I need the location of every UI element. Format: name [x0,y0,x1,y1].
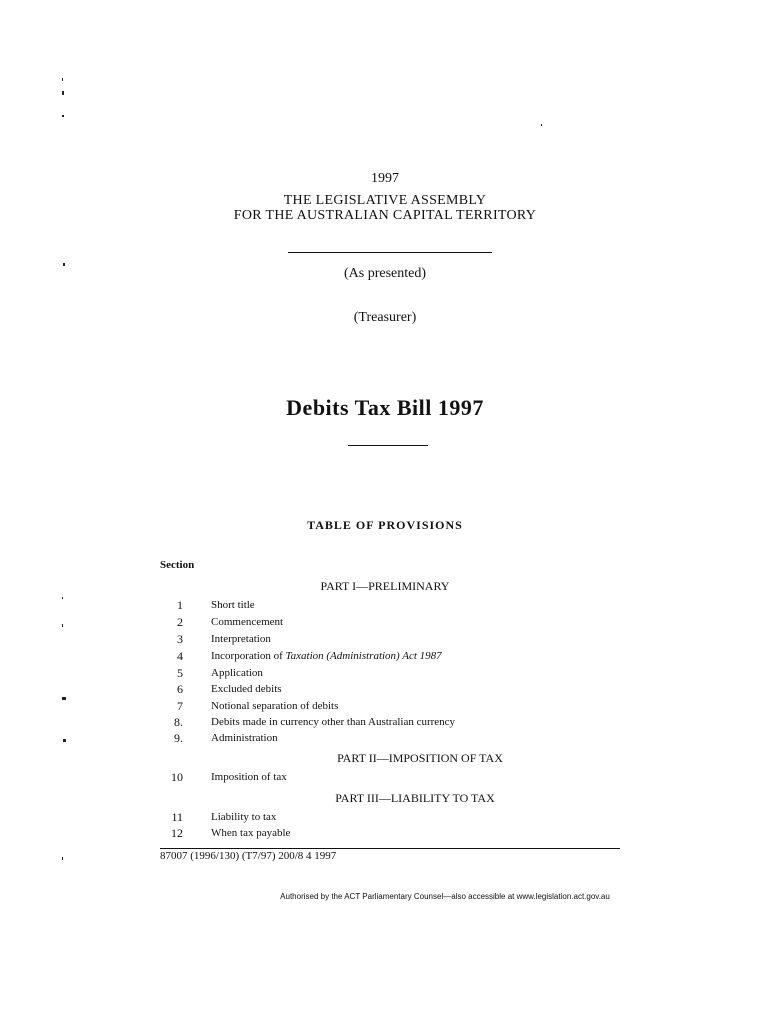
provision-number: 12 [171,826,183,840]
provision-title: Notional separation of debits [211,700,339,712]
scan-speck [62,91,64,95]
part-heading: PART II—IMPOSITION OF TAX [337,751,503,765]
scan-speck [62,624,63,627]
provision-number: 2 [177,615,183,629]
provision-number: 11 [171,810,183,824]
sponsor-note: (Treasurer) [353,310,417,325]
provision-title: Short title [211,599,255,611]
provision-title: Application [211,667,263,679]
provision-title: When tax payable [211,827,291,839]
authorisation-note: Authorised by the ACT Parliamentary Counsel—also accessible at www.legislation.act.gov.au [280,892,610,901]
scan-speck [62,857,63,860]
provision-number: 5 [177,666,183,680]
title-rule [348,445,428,446]
provision-number: 9. [174,731,183,745]
bill-title: Debits Tax Bill 1997 [286,395,484,420]
assembly-name [0,193,770,223]
document-code: 87007 (1996/130) (T7/97) 200/8 4 1997 [160,850,337,862]
scan-speck [62,115,64,117]
provision-number: 10 [171,770,183,784]
provision-number: 8. [174,715,183,729]
scan-speck [62,78,63,81]
footer-rule [160,848,620,849]
header-rule [288,252,492,253]
provision-number: 1 [177,598,183,612]
part-heading: PART I—PRELIMINARY [320,579,450,593]
part-heading: PART III—LIABILITY TO TAX [335,791,495,805]
assembly-line-2: FOR THE AUSTRALIAN CAPITAL TERRITORY [233,208,537,223]
provision-number: 6 [177,682,183,696]
provision-title: Debits made in currency other than Australian currency [211,716,456,728]
provision-title [211,650,442,662]
provision-number: 3 [177,632,183,646]
provision-title: Interpretation [211,633,271,645]
assembly-line-1: THE LEGISLATIVE ASSEMBLY [283,193,487,208]
year: 1997 [371,171,399,186]
provision-title: Administration [211,732,278,744]
provision-number: 7 [177,699,183,713]
toc-title: TABLE OF PROVISIONS [307,518,463,532]
provision-title: Excluded debits [211,683,282,695]
provision-title: Imposition of tax [211,771,287,783]
scan-speck [62,597,63,599]
presented-note: (As presented) [343,266,427,281]
provision-title: Liability to tax [211,811,277,823]
section-column-label: Section [160,559,195,571]
act-name: Taxation (Administration) Act 1987 [285,650,442,662]
provision-title-prefix: Incorporation of [211,650,286,662]
scan-speck [62,697,66,700]
scan-speck [63,739,66,742]
provision-title: Commencement [211,616,284,628]
scan-speck [541,124,542,126]
provision-number: 4 [177,649,183,663]
